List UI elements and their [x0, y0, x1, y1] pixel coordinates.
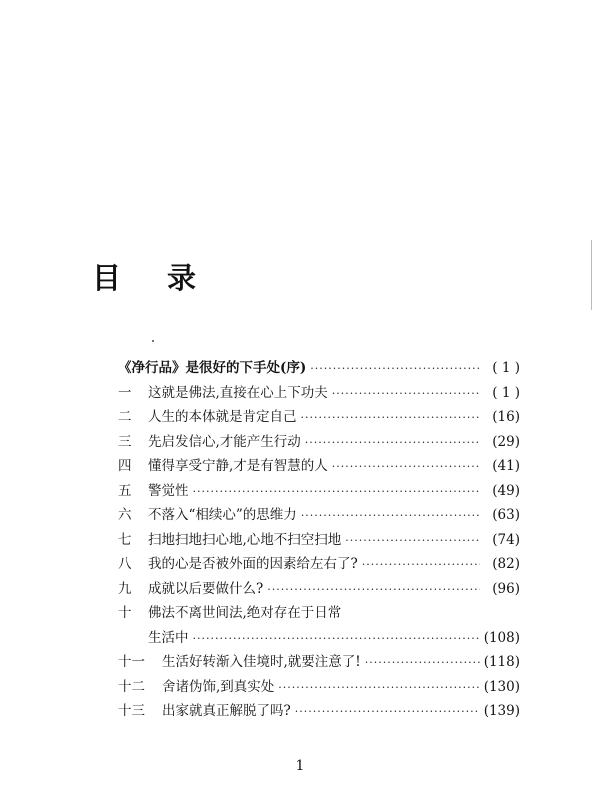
toc-chapter-title: 生活中	[148, 629, 189, 646]
toc-entry	[118, 405, 520, 430]
toc-page-number: (82)	[492, 556, 520, 572]
toc-page-number: (29)	[492, 433, 520, 450]
toc-entry	[118, 479, 520, 504]
toc-dot-leader	[362, 558, 480, 571]
toc-chapter-number: 七	[118, 531, 132, 548]
page-title	[92, 256, 196, 297]
toc-chapter-title: 懂得享受宁静,才是有智慧的人	[148, 458, 328, 474]
toc-dot-leader	[301, 509, 480, 522]
toc-page-number: ( 1 )	[492, 360, 520, 376]
toc-dot-leader	[305, 436, 480, 449]
toc-entry	[118, 626, 520, 651]
title-char-left: 目	[92, 261, 122, 295]
toc-page-number: (118)	[483, 654, 520, 670]
toc-dot-leader	[193, 485, 481, 498]
toc-chapter-title: 人生的本体就是肯定自己	[148, 409, 297, 425]
toc-page-number: (96)	[492, 580, 520, 597]
toc-dot-leader	[278, 681, 479, 694]
toc-chapter-number: 十一	[118, 654, 145, 670]
toc-chapter-number: 三	[118, 433, 132, 450]
toc-entry	[118, 699, 520, 724]
toc-chapter-title: 生活好转渐入佳境时,就要注意了!	[162, 654, 361, 670]
toc-page-number: (74)	[492, 531, 520, 548]
page-number: 1	[295, 758, 305, 774]
toc-entry	[118, 528, 520, 553]
toc-chapter-title: 这就是佛法,直接在心上下功夫	[148, 384, 328, 401]
toc-page-number: (49)	[492, 482, 520, 499]
toc-chapter-title: 成就以后要做什么?	[148, 580, 264, 597]
toc-dot-leader	[267, 583, 480, 596]
toc-chapter-number: 五	[118, 482, 132, 499]
toc-dot-leader	[193, 632, 480, 645]
toc-page-number: (41)	[492, 458, 520, 474]
toc-dot-leader	[301, 411, 481, 424]
toc-dot-leader	[365, 656, 480, 669]
toc-chapter-title: 警觉性	[148, 482, 189, 499]
toc-entry	[118, 675, 520, 700]
toc-chapter-number: 四	[118, 458, 132, 474]
toc-dot-leader	[310, 362, 480, 375]
toc-page-number: (63)	[492, 507, 520, 523]
toc-page-number: (139)	[483, 703, 520, 719]
toc-chapter-title: 不落入“相续心”的思维力	[148, 507, 297, 523]
toc-entry	[118, 650, 520, 675]
toc-dot-leader	[332, 460, 480, 473]
toc-entry	[118, 454, 520, 479]
toc-page-number: (16)	[492, 409, 520, 425]
toc-chapter-title: 扫地扫地扫心地,心地不扫空扫地	[148, 531, 342, 548]
toc-chapter-number: 二	[118, 409, 132, 425]
toc-page-number: (108)	[483, 629, 520, 646]
toc-entry	[118, 503, 520, 528]
toc-entry	[118, 381, 520, 406]
toc-chapter-title: 佛法不离世间法,绝对存在于日常	[148, 605, 342, 621]
toc-chapter-number: 十三	[118, 703, 145, 719]
toc-chapter-title: 先启发信心,才能产生行动	[148, 433, 301, 450]
toc-chapter-number: 十二	[118, 678, 145, 695]
title-char-right: 录	[167, 261, 197, 295]
toc-entry	[118, 430, 520, 455]
scan-edge-line	[591, 240, 592, 310]
toc-chapter-number: 八	[118, 556, 132, 572]
toc-dot-leader	[332, 387, 480, 400]
toc-chapter-number: 九	[118, 580, 132, 597]
toc-entry	[118, 577, 520, 602]
scan-speck	[152, 340, 154, 342]
toc-chapter-number: 十	[118, 605, 132, 621]
toc-page-number: (130)	[483, 678, 520, 695]
table-of-contents	[118, 356, 520, 724]
toc-dot-leader	[295, 705, 480, 718]
toc-page-number: ( 1 )	[492, 384, 520, 401]
toc-chapter-title: 《净行品》是很好的下手处(序)	[118, 360, 307, 376]
toc-chapter-number: 一	[118, 384, 132, 401]
toc-chapter-title: 舍诸伪饰,到真实处	[162, 678, 275, 695]
toc-entry	[118, 356, 520, 381]
toc-chapter-number: 六	[118, 507, 132, 523]
toc-chapter-title: 出家就真正解脱了吗?	[162, 703, 291, 719]
toc-dot-leader	[345, 534, 480, 547]
toc-entry	[118, 552, 520, 577]
toc-entry	[118, 601, 520, 626]
toc-chapter-title: 我的心是否被外面的因素给左右了?	[148, 556, 358, 572]
